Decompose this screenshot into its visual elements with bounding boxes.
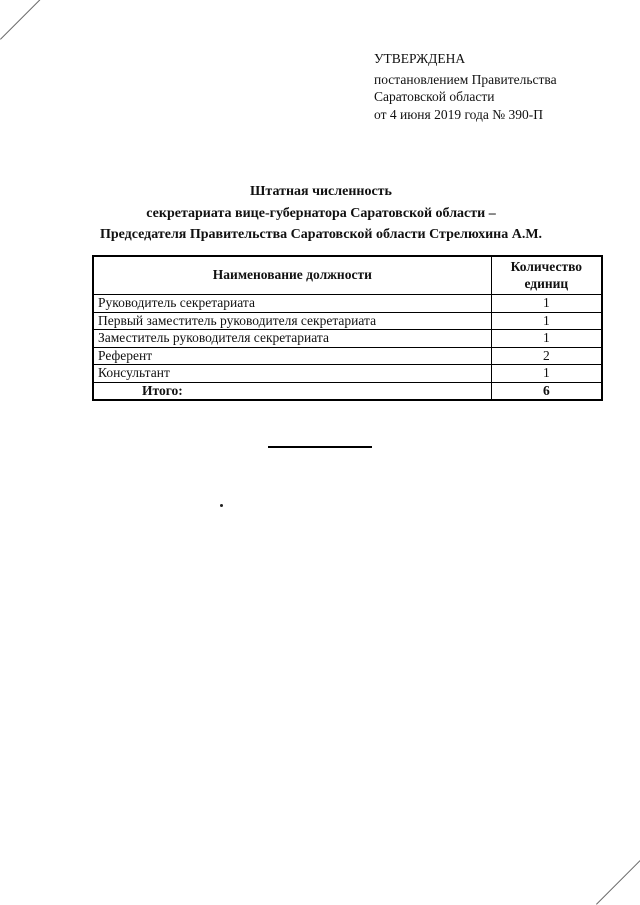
table-header-row xyxy=(93,256,602,295)
staff-table xyxy=(92,255,603,401)
approval-block xyxy=(374,50,557,123)
table-row xyxy=(93,295,602,313)
top-left-corner-fold xyxy=(0,0,40,40)
total-label-cell: Итого: xyxy=(93,382,491,400)
approval-line: Саратовской области xyxy=(374,89,495,104)
table-row xyxy=(93,312,602,330)
title-line: секретариата вице-губернатора Саратовской области – xyxy=(146,205,496,221)
header-position: Наименование должности xyxy=(93,256,491,295)
count-cell: 1 xyxy=(491,365,602,383)
bottom-right-corner-fold xyxy=(596,860,640,905)
count-cell: 1 xyxy=(491,312,602,330)
table-total-row xyxy=(93,382,602,400)
separator-line xyxy=(268,446,372,448)
position-cell: Консультант xyxy=(93,365,491,383)
position-cell: Референт xyxy=(93,347,491,365)
approval-line: постановлением Правительства xyxy=(374,71,557,87)
document-title xyxy=(60,181,582,246)
title-line: Председателя Правительства Саратовской области Стрелюхина А.М. xyxy=(99,227,543,242)
total-value-cell: 6 xyxy=(491,382,602,400)
title-line: Штатная численность xyxy=(250,184,392,199)
table-row xyxy=(93,330,602,348)
header-count: Количество единиц xyxy=(491,256,602,295)
approval-line: от 4 июня 2019 года № 390-П xyxy=(374,106,544,122)
approval-line: УТВЕРЖДЕНА xyxy=(374,51,466,66)
count-cell: 2 xyxy=(491,347,602,365)
position-cell: Руководитель секретариата xyxy=(93,295,491,313)
position-cell: Заместитель руководителя секретариата xyxy=(93,330,491,348)
table-row xyxy=(93,347,602,365)
scan-artifact-dot xyxy=(220,504,223,507)
count-cell: 1 xyxy=(491,330,602,348)
position-cell: Первый заместитель руководителя секретариата xyxy=(93,312,491,330)
table-row xyxy=(93,365,602,383)
count-cell: 1 xyxy=(491,295,602,313)
